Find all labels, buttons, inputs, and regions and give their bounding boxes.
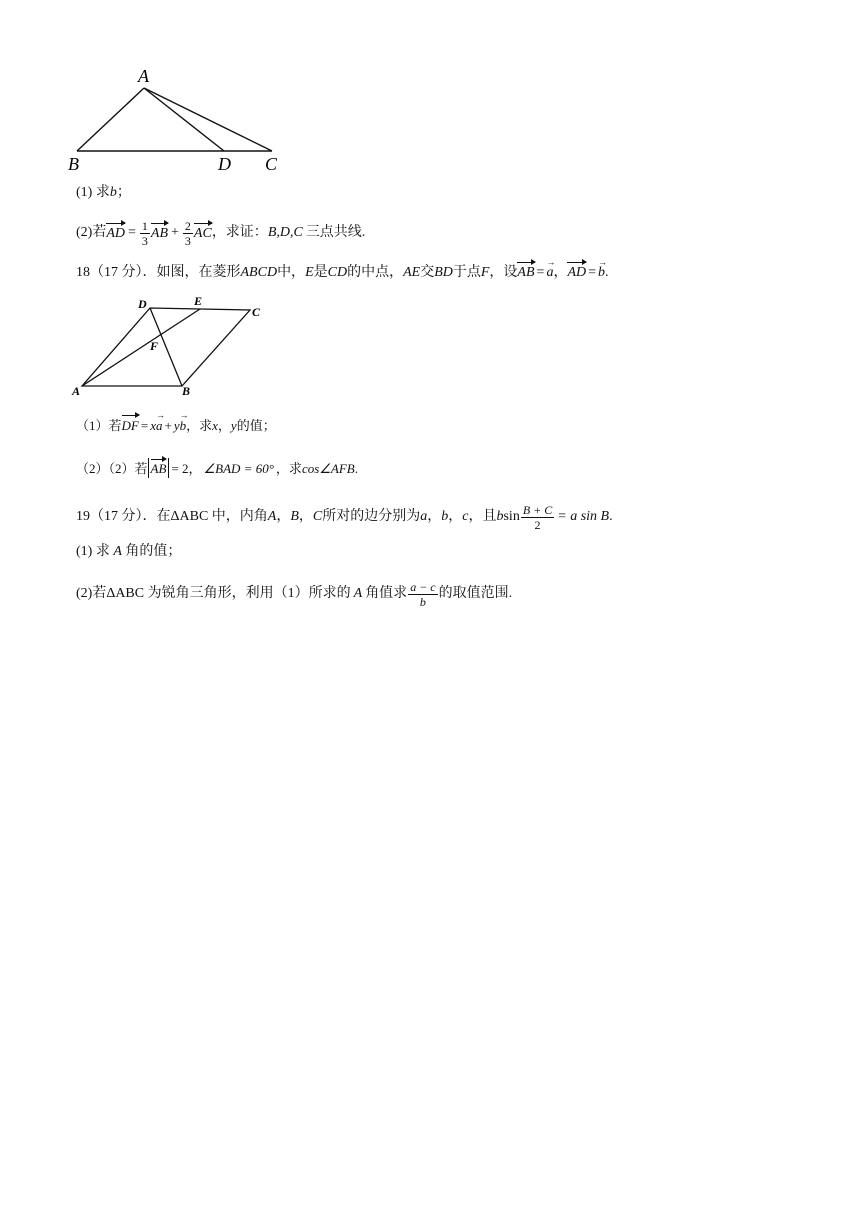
var-b: b bbox=[109, 185, 117, 200]
label-a: A bbox=[72, 384, 81, 398]
text: (2)若 bbox=[76, 225, 107, 240]
text: 三点共线. bbox=[305, 225, 366, 240]
text: ， bbox=[276, 509, 291, 524]
var-a: A bbox=[113, 544, 122, 559]
var-y: y bbox=[230, 418, 237, 433]
q19-part2 bbox=[76, 576, 512, 612]
var-x: x bbox=[150, 418, 156, 433]
text: (1) 求 bbox=[76, 185, 110, 200]
text: （2）（2）若 bbox=[76, 461, 148, 476]
text: . bbox=[605, 265, 609, 280]
text: 角的值； bbox=[125, 544, 182, 559]
label-b: B bbox=[68, 154, 79, 174]
text: . bbox=[609, 509, 613, 524]
text: ，设 bbox=[489, 265, 518, 280]
text: (2)若ΔABC 为锐角三角形，利用（1）所求的 bbox=[76, 586, 351, 601]
abs-vector-ab bbox=[148, 458, 170, 478]
points-bdc: B,D,C bbox=[267, 225, 303, 240]
text: 18（17 分）．如图，在菱形 bbox=[76, 265, 241, 280]
text: = 2 bbox=[171, 461, 189, 476]
text: ， bbox=[298, 509, 313, 524]
var-c-side: c bbox=[462, 509, 469, 524]
vector-a: a → bbox=[156, 416, 163, 436]
q19-part1 bbox=[76, 542, 181, 562]
q17-part1 bbox=[76, 183, 131, 203]
text: = bbox=[588, 265, 597, 280]
text: ，求 bbox=[186, 418, 213, 433]
text: ； bbox=[116, 185, 131, 200]
fraction-1-3: $\frac{1}{3}$ bbox=[141, 218, 148, 248]
q18-part1 bbox=[76, 414, 276, 436]
vector-ab: AB bbox=[151, 458, 167, 478]
text: = bbox=[536, 265, 545, 280]
text: 的中点， bbox=[347, 265, 404, 280]
triangle-figure bbox=[64, 66, 294, 176]
var-b: b bbox=[496, 509, 504, 524]
text: + bbox=[171, 225, 179, 240]
text: ， bbox=[427, 509, 442, 524]
label-c: C bbox=[265, 154, 278, 174]
label-c: C bbox=[252, 305, 261, 319]
q18-part2 bbox=[76, 458, 358, 479]
fraction-a-minus-c-over-b: $\frac{a - c}{b}$ bbox=[410, 579, 436, 609]
text: ，求 bbox=[275, 461, 302, 476]
rhombus-figure bbox=[66, 292, 276, 402]
q17-part2 bbox=[76, 219, 365, 247]
var-a: A bbox=[353, 586, 363, 601]
var-e: E bbox=[305, 265, 314, 280]
text: 中， bbox=[277, 265, 306, 280]
text: 是 bbox=[313, 265, 328, 280]
vector-a: a → bbox=[546, 263, 553, 283]
label-d: D bbox=[218, 154, 231, 174]
label-a: A bbox=[138, 66, 149, 86]
label-e: E bbox=[194, 294, 203, 308]
vector-b: b → bbox=[180, 416, 187, 436]
cos-afb: cos∠AFB bbox=[301, 461, 355, 476]
vector-ac: AC bbox=[194, 222, 212, 244]
text: 的值； bbox=[236, 418, 276, 433]
text: ， bbox=[553, 265, 568, 280]
text: （1）若 bbox=[76, 418, 122, 433]
text: 的取值范围. bbox=[438, 586, 513, 601]
var-x: x bbox=[212, 418, 218, 433]
var-bd: BD bbox=[434, 265, 453, 280]
equation-rhs: = a sin B bbox=[557, 509, 610, 524]
label-b: B bbox=[182, 384, 191, 398]
vector-ad: AD bbox=[567, 261, 586, 283]
var-f: F bbox=[480, 265, 490, 280]
text: (1) 求 bbox=[76, 544, 110, 559]
text: ，且 bbox=[468, 509, 497, 524]
text: 19（17 分）．在ΔABC 中，内角 bbox=[76, 509, 268, 524]
text: = bbox=[140, 418, 149, 433]
q18-header bbox=[76, 261, 609, 283]
text: ，求证： bbox=[211, 225, 268, 240]
var-a: A bbox=[267, 509, 277, 524]
vector-df: DF bbox=[122, 414, 139, 436]
vector-b: b → bbox=[598, 263, 605, 283]
fraction-2-3: $\frac{2}{3}$ bbox=[184, 218, 191, 248]
text: ， bbox=[217, 418, 231, 433]
var-a-side: a bbox=[420, 509, 428, 524]
label-d: D bbox=[138, 297, 147, 311]
text: 角值求 bbox=[365, 586, 408, 601]
var-c: C bbox=[312, 509, 323, 524]
text: 于点 bbox=[452, 265, 481, 280]
text: ， bbox=[448, 509, 463, 524]
vector-ad: AD bbox=[106, 222, 125, 244]
vector-ab: AB bbox=[151, 222, 168, 244]
text: 所对的边分别为 bbox=[322, 509, 421, 524]
text: + bbox=[164, 418, 172, 433]
var-cd: CD bbox=[327, 265, 348, 280]
var-b: B bbox=[290, 509, 299, 524]
vector-ab: AB bbox=[517, 261, 534, 283]
label-f: F bbox=[150, 339, 159, 353]
q19-header bbox=[76, 502, 613, 532]
text: . bbox=[354, 461, 358, 476]
var-b-side: b bbox=[441, 509, 449, 524]
text: = bbox=[128, 225, 136, 240]
text: ， bbox=[188, 461, 202, 476]
sin: sin bbox=[503, 509, 520, 524]
text: 交 bbox=[420, 265, 435, 280]
angle-bad: ∠BAD = 60° bbox=[203, 461, 274, 476]
fraction-b-plus-c-over-2: $\frac{B + C}{2}$ bbox=[522, 502, 553, 532]
var-y: y bbox=[173, 418, 180, 433]
var-abcd: ABCD bbox=[240, 265, 278, 280]
var-ae: AE bbox=[403, 265, 421, 280]
